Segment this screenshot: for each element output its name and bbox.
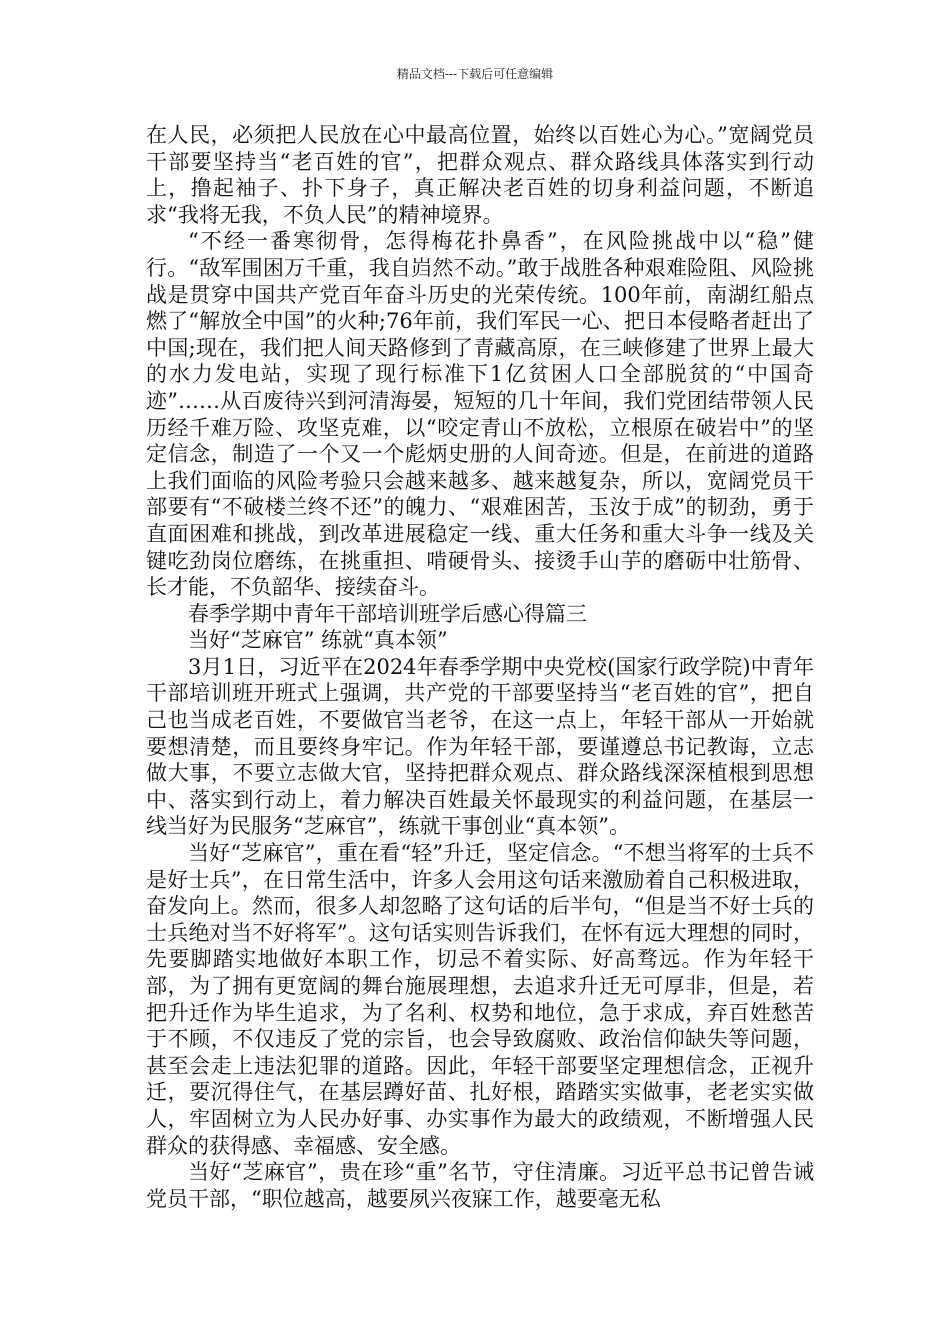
paragraph-promotion: 当好“芝麻官”，重在看“轻”升迁，坚定信念。“不想当将军的士兵不是好士兵”，在日常生活中，许多人会用这句话来激励着自己积极进取，奋发向上。然而，很多人却忽略了这句话的后半句，“但是当不好士兵的士兵绝对当不好将军”。这句话实则告诉我们，在怀有远大理想的同时，先要脚踏实地做好本职工作，切忌不着实际、好高骛远。作为年轻干部，为了拥有更宽阔的舞台施展理想，去追求升迁无可厚非，但是，若把升迁作为毕生追求，为了名利、权势和地位，急于求成，弃百姓愁苦于不顾，不仅违反了党的宗旨，也会导致腐败、政治信仰缺失等问题，甚至会走上违法犯罪的道路。因此，年轻干部要坚定理想信念，正视升迁，要沉得住气，在基层蹲好苗、扎好根，踏踏实实做事，老老实实做人，牢固树立为人民办好事、办实事作为最大的政绩观，不断增强人民群众的获得感、幸福感、安全感。 [146, 841, 814, 1158]
paragraph-march-first: 3月1日，习近平在2024年春季学期中央党校(国家行政学院)中青年干部培训班开班式上强调，共产党的干部要坚持当“老百姓的官”，把自己也当成老百姓，不要做官当老爷，在这一点上，年轻干部从一开始就要想清楚，而且要终身牢记。作为年轻干部，要谨遵总书记教诲，立志做大事，不要立志做大官，坚持把群众观点、群众路线深深植根到思想中、落实到行动上，着力解决百姓最关怀最现实的利益问题，在基层一线当好为民服务“芝麻官”，练就干事创业“真本领”。 [146, 654, 814, 839]
section-heading: 春季学期中青年干部培训班学后感心得篇三 [188, 601, 587, 626]
paragraph-risk-challenge: “不经一番寒彻骨，怎得梅花扑鼻香”，在风险挑战中以“稳”健行。“敌军围困万千重，我自岿然不动。”敢于战胜各种艰难险阻、风险挑战是贯穿中国共产党百年奋斗历史的光荣传统。100年前，南湖红船点燃了“解放全中国”的火种;76年前，我们军民一心、把日本侵略者赶出了中国;现在，我们把人间天路修到了青藏高原，在三峡修建了世界上最大的水力发电站，实现了现行标准下1亿贫困人口全部脱贫的“中国奇迹”……从百废待兴到河清海晏，短短的几十年间，我们党团结带领人民历经千难万险、攻坚克难，以“咬定青山不放松，立根原在破岩中”的坚定信念，制造了一个又一个彪炳史册的人间奇迹。但是，在前进的道路上我们面临的风险考验只会越来越多、越来越复杂，所以，宽阔党员干部要有“不破楼兰终不还”的魄力、“艰难困苦，玉汝于成”的韧劲，勇于直面困难和挑战，到改革进展稳定一线、重大任务和重大斗争一线及关键吃劲岗位磨练，在挑重担、啃硬骨头、接烫手山芋的磨砺中壮筋骨、长才能，不负韶华、接续奋斗。 [146, 229, 814, 600]
page-header: 精品文档---下载后可任意编辑 [396, 67, 554, 81]
section-subtitle: 当好“芝麻官” 练就“真本领” [188, 628, 448, 653]
document-body [146, 122, 814, 1212]
paragraph-continuation: 在人民，必须把人民放在心中最高位置，始终以百姓心为心。”宽阔党员干部要坚持当“老百姓的官”，把群众观点、群众路线具体落实到行动上，撸起袖子、扑下身子，真正解决老百姓的切身利益问题，不断追求“我将无我，不负人民”的精神境界。 [146, 123, 814, 227]
paragraph-integrity: 当好“芝麻官”，贵在珍“重”名节，守住清廉。习近平总书记曾告诫党员干部，“职位越高，越要夙兴夜寐工作，越要毫无私 [146, 1160, 814, 1211]
